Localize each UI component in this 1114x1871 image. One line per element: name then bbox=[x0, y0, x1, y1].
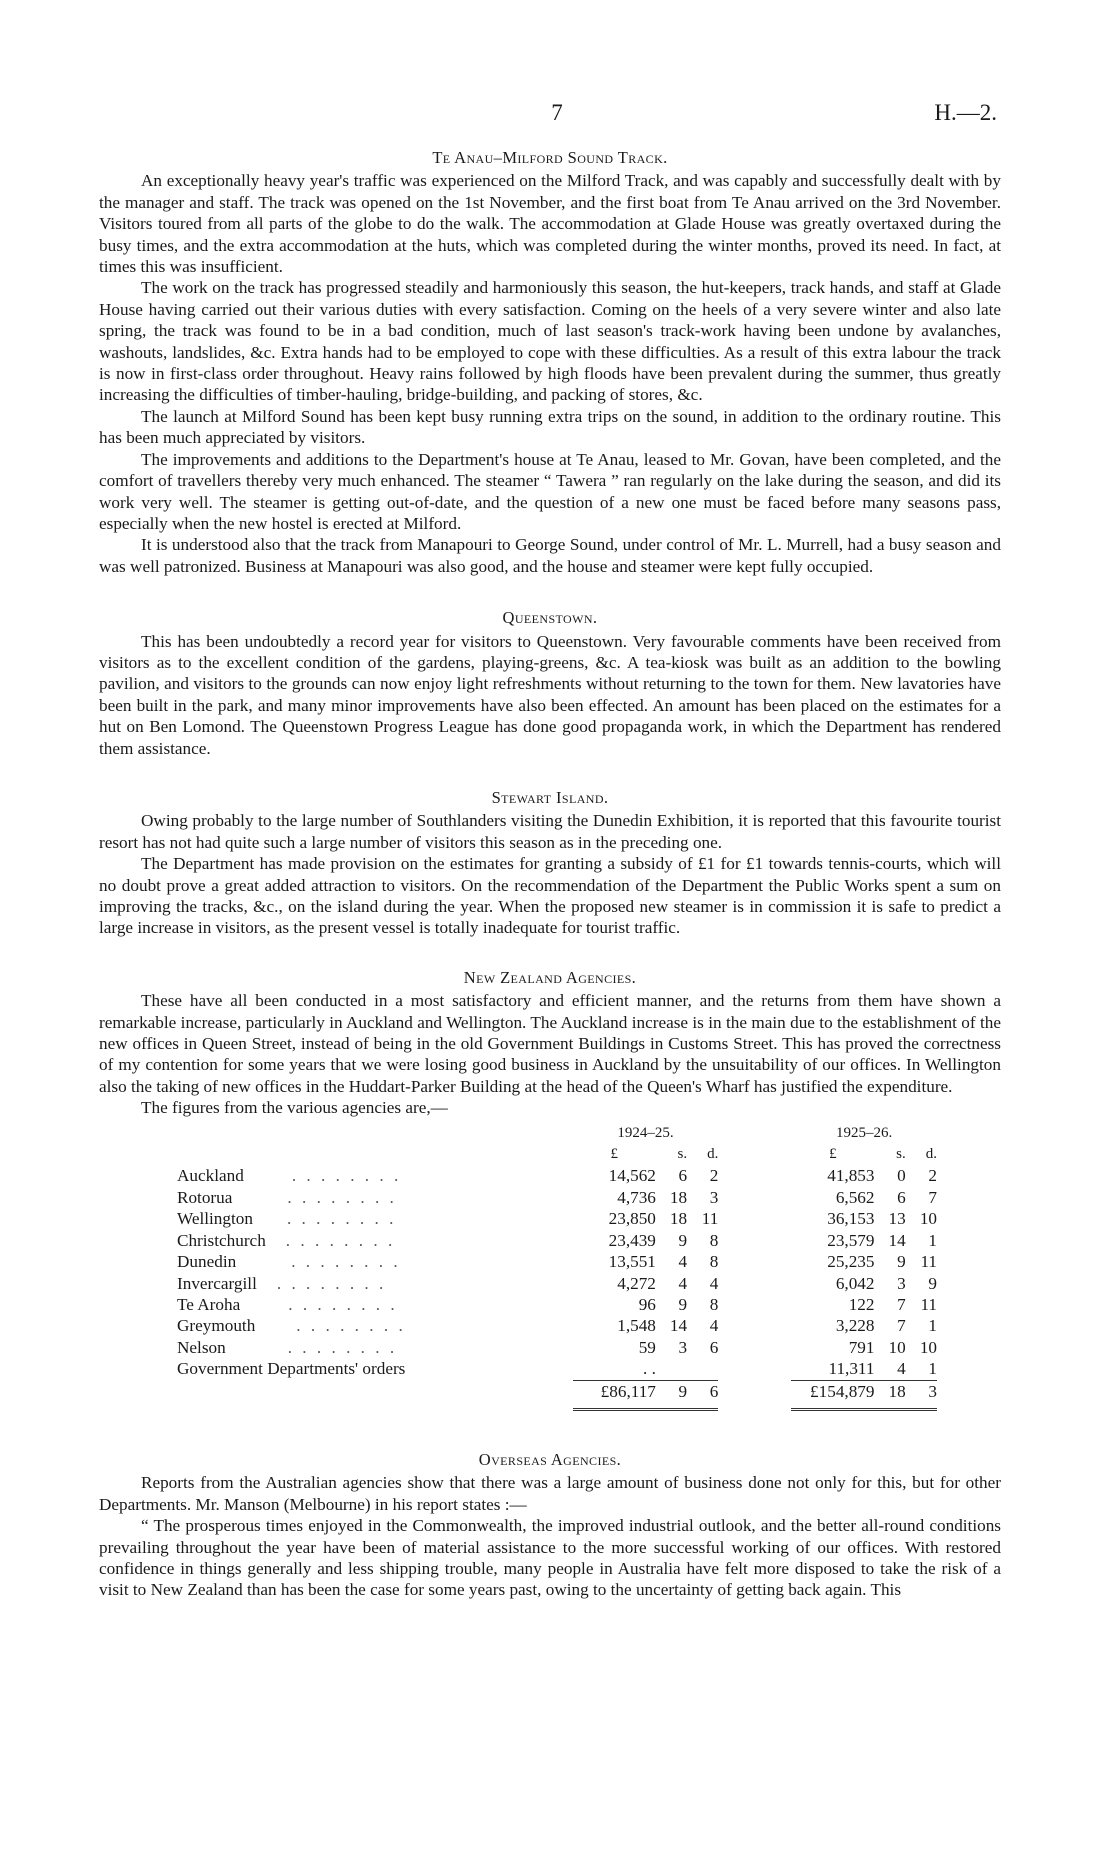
amount-1925-pounds: 6,562 bbox=[835, 1187, 875, 1207]
agency-name: Government Departments' orders bbox=[177, 1359, 406, 1379]
total-1925-pounds: £154,879 bbox=[791, 1380, 874, 1402]
table-row bbox=[177, 1337, 937, 1358]
amount-1925-pounds: 23,579 bbox=[827, 1230, 875, 1250]
amount-1924-pounds: 23,439 bbox=[608, 1230, 656, 1250]
table-unit-header bbox=[177, 1144, 937, 1165]
amount-1924-pounds: 23,850 bbox=[608, 1209, 656, 1229]
year-header-1925: 1925–26. bbox=[835, 1124, 893, 1141]
table-total-row bbox=[177, 1380, 937, 1402]
amount-1924-shillings bbox=[656, 1358, 687, 1380]
amount-1925-pounds: 3,228 bbox=[835, 1316, 875, 1336]
section-heading-overseas-agencies: Overseas Agencies. bbox=[478, 1449, 622, 1469]
amount-1924-pounds: 1,548 bbox=[617, 1316, 656, 1336]
agency-name-cell bbox=[177, 1187, 573, 1208]
amount-1924-pounds: . . bbox=[643, 1359, 656, 1379]
amount-1924-pounds: 14,562 bbox=[608, 1166, 656, 1186]
agency-name-cell bbox=[177, 1251, 573, 1272]
paragraph: These have all been conducted in a most satisfactory and efficient manner, and the returns from them have shown a remarkable increase, particularly in Auckland and Wellington. The Auckland increase is in the main due to the establishment of the new offices in Queen Street, instead of being in the old Government Buildings in Customs Street. This has proved the correctness of my contention for some years that we were losing good business in Auckland by the unsuitability of our offices. In Wellington also the taking of new offices in the Huddart-Parker Building at the head of the Queen's Wharf has justified the expenditure. bbox=[99, 991, 1001, 1096]
amount-1924-pounds: 13,551 bbox=[608, 1252, 656, 1272]
amount-1925-shillings: 4 bbox=[897, 1359, 906, 1379]
amount-1925-pence: 7 bbox=[928, 1187, 937, 1207]
total-1924-shillings: 9 bbox=[656, 1380, 687, 1402]
amount-1925-pence: 2 bbox=[928, 1166, 937, 1186]
amount-1925-pence: 11 bbox=[920, 1252, 937, 1272]
agency-name: Auckland bbox=[177, 1166, 244, 1186]
table-row bbox=[177, 1358, 937, 1380]
amount-1925-pounds: 791 bbox=[848, 1337, 875, 1357]
total-1925-shillings: 18 bbox=[874, 1380, 905, 1402]
amount-1924-pence bbox=[687, 1358, 718, 1380]
report-reference: H.—2. bbox=[934, 100, 997, 125]
dot-leader: . . . . . . . . bbox=[276, 1273, 387, 1293]
amount-1924-shillings: 18 bbox=[669, 1209, 688, 1229]
amount-1924-pence: 2 bbox=[709, 1166, 719, 1186]
amount-1924-pence: 8 bbox=[709, 1230, 719, 1250]
section-heading-stewart-island: Stewart Island. bbox=[491, 787, 609, 807]
table-row bbox=[177, 1315, 937, 1336]
quoted-paragraph: “ The prosperous times enjoyed in the Commonwealth, the improved industrial outlook, and the better all-round conditions prevailing throughout the year have been of material assistance to the more successful working of our offices. With restored confidence in things generally and less shipping trouble, many people in Australia have felt more disposed to take the risk of a visit to New Zealand than has been the case for some years past, owing to the uncertainty of getting back again. This bbox=[99, 1516, 1001, 1600]
shilling-unit: s. bbox=[677, 1146, 688, 1163]
paragraph: The improvements and additions to the Department's house at Te Anau, leased to Mr. Govan, have been completed, and the comfort of travellers thereby very much enhanced. The steamer “ Tawera ” ran regularly on the lake during the season, and did its work very well. The steamer is getting out-of-date, and the question of a new one must be faced before many seasons pass, especially when the new hostel is erected at Milford. bbox=[99, 449, 1001, 533]
amount-1924-pounds: 4,736 bbox=[617, 1187, 656, 1207]
amount-1925-shillings: 14 bbox=[888, 1230, 906, 1250]
total-1924-pounds: £86,117 bbox=[573, 1380, 656, 1402]
section-heading-nz-agencies: New Zealand Agencies. bbox=[463, 967, 637, 987]
year-header-1924: 1924–25. bbox=[617, 1124, 674, 1141]
amount-1925-pence: 1 bbox=[928, 1316, 937, 1336]
dot-leader: . . . . . . . . bbox=[291, 1252, 401, 1272]
table-row bbox=[177, 1230, 937, 1251]
agency-name-cell bbox=[177, 1165, 573, 1186]
amount-1925-shillings: 7 bbox=[897, 1316, 906, 1336]
amount-1924-pence: 8 bbox=[709, 1294, 719, 1314]
amount-1925-pence: 11 bbox=[920, 1294, 937, 1314]
pence-unit: d. bbox=[707, 1146, 719, 1163]
agency-name: Te Aroha bbox=[177, 1294, 241, 1314]
amount-1924-pence: 3 bbox=[709, 1187, 719, 1207]
paragraph: An exceptionally heavy year's traffic was experienced on the Milford Track, and was capably and successfully dealt with by the manager and staff. The track was opened on the 1st November, and the first boat from Te Anau arrived on the 3rd November. Visitors toured from all parts of the globe to do the walk. The accommodation at Glade House was greatly overtaxed during the busy times, and the extra accommodation at the huts, which was completed during the winter months, proved its need. In fact, at times this was insufficient. bbox=[99, 171, 1001, 277]
total-1924-pence: 6 bbox=[687, 1380, 718, 1402]
paragraph: The launch at Milford Sound has been kept busy running extra trips on the sound, in addition to the ordinary routine. This has been much appreciated by visitors. bbox=[99, 406, 1001, 448]
amount-1925-pounds: 25,235 bbox=[827, 1252, 875, 1272]
amount-1924-pounds: 96 bbox=[638, 1294, 656, 1314]
column-gap bbox=[718, 1273, 791, 1294]
amount-1925-pence: 9 bbox=[928, 1273, 937, 1293]
amount-1925-shillings: 3 bbox=[897, 1273, 906, 1293]
page-number: 7 bbox=[551, 100, 563, 125]
amount-1924-pence: 4 bbox=[709, 1316, 719, 1336]
amount-1925-pounds: 122 bbox=[848, 1294, 875, 1314]
amount-1925-pounds: 41,853 bbox=[827, 1166, 875, 1186]
amount-1924-shillings: 9 bbox=[678, 1294, 688, 1314]
amount-1925-pounds: 36,153 bbox=[827, 1209, 875, 1229]
agency-name: Christchurch bbox=[177, 1230, 266, 1250]
column-gap bbox=[718, 1187, 791, 1208]
table-row bbox=[177, 1208, 937, 1229]
amount-1924-shillings: 18 bbox=[669, 1187, 688, 1207]
column-gap bbox=[718, 1337, 791, 1358]
amount-1925-shillings: 9 bbox=[897, 1252, 906, 1272]
dot-leader: . . . . . . . . bbox=[296, 1316, 406, 1336]
agency-name-cell bbox=[177, 1315, 573, 1336]
agency-name-cell bbox=[177, 1273, 573, 1294]
amount-1924-pence: 4 bbox=[709, 1273, 719, 1293]
table-double-rule bbox=[177, 1402, 937, 1410]
dot-leader: . . . . . . . . bbox=[285, 1230, 396, 1250]
agency-name-cell bbox=[177, 1337, 573, 1358]
agency-name-cell bbox=[177, 1230, 573, 1251]
agency-returns-table bbox=[177, 1123, 937, 1411]
table-row bbox=[177, 1251, 937, 1272]
agency-name: Rotorua bbox=[177, 1187, 233, 1207]
paragraph: Owing probably to the large number of Southlanders visiting the Dunedin Exhibition, it is reported that this favourite tourist resort has not had quite such a large number of visitors this season as in the preceding one. bbox=[99, 811, 1001, 852]
amount-1925-shillings: 6 bbox=[897, 1187, 906, 1207]
dot-leader: . . . . . . . . bbox=[288, 1294, 398, 1314]
amount-1925-shillings: 10 bbox=[888, 1337, 906, 1357]
page-body bbox=[99, 147, 1001, 1601]
amount-1925-pounds: 11,311 bbox=[828, 1359, 875, 1379]
pound-unit: £ bbox=[610, 1146, 618, 1163]
column-gap bbox=[718, 1165, 791, 1186]
amount-1924-pence: 8 bbox=[709, 1252, 719, 1272]
amount-1924-pence: 6 bbox=[709, 1337, 719, 1357]
amount-1924-pounds: 4,272 bbox=[617, 1273, 656, 1293]
pence-unit: d. bbox=[925, 1146, 937, 1163]
amount-1925-pence: 1 bbox=[928, 1230, 937, 1250]
amount-1924-shillings: 4 bbox=[678, 1273, 688, 1293]
column-gap bbox=[718, 1230, 791, 1251]
agency-name: Dunedin bbox=[177, 1252, 237, 1272]
amount-1924-shillings: 4 bbox=[678, 1252, 688, 1272]
amount-1925-pence: 10 bbox=[919, 1337, 937, 1357]
section-heading-milford: Te Anau–Milford Sound Track. bbox=[432, 148, 668, 167]
agency-name-cell bbox=[177, 1208, 573, 1229]
amount-1924-shillings: 14 bbox=[669, 1316, 688, 1336]
amount-1925-pounds: 6,042 bbox=[835, 1273, 875, 1293]
agency-name: Invercargill bbox=[177, 1273, 257, 1293]
dot-leader: . . . . . . . . bbox=[286, 1209, 397, 1229]
agency-name: Greymouth bbox=[177, 1316, 256, 1336]
amount-1925-shillings: 0 bbox=[897, 1166, 906, 1186]
shilling-unit: s. bbox=[896, 1146, 906, 1163]
table-row bbox=[177, 1187, 937, 1208]
column-gap bbox=[718, 1294, 791, 1315]
amount-1924-pence: 11 bbox=[701, 1209, 719, 1229]
table-row bbox=[177, 1273, 937, 1294]
column-gap bbox=[718, 1251, 791, 1272]
amount-1924-shillings: 3 bbox=[678, 1337, 688, 1357]
section-heading-queenstown: Queenstown. bbox=[502, 608, 598, 628]
table-year-header bbox=[177, 1123, 937, 1144]
column-gap bbox=[718, 1315, 791, 1336]
column-gap bbox=[718, 1358, 791, 1380]
amount-1925-shillings: 7 bbox=[897, 1294, 906, 1314]
column-gap bbox=[718, 1208, 791, 1229]
total-1925-pence: 3 bbox=[906, 1380, 937, 1402]
agency-name-cell bbox=[177, 1294, 573, 1315]
table-row bbox=[177, 1165, 937, 1186]
amount-1924-shillings: 6 bbox=[678, 1166, 688, 1186]
agency-name: Wellington bbox=[177, 1209, 253, 1229]
amount-1924-shillings: 9 bbox=[678, 1230, 688, 1250]
pound-unit: £ bbox=[829, 1146, 837, 1163]
dot-leader: . . . . . . . . bbox=[287, 1337, 398, 1357]
paragraph: The figures from the various agencies are,— bbox=[141, 1098, 448, 1118]
dot-leader: . . . . . . . . bbox=[287, 1187, 397, 1207]
paragraph: This has been undoubtedly a record year for visitors to Queenstown. Very favourable comments have been received from visitors as to the excellent condition of the gardens, playing-greens, &c. A tea-kiosk was built as an addition to the bowling pavilion, and visitors to the grounds can now enjoy light refreshments without returning to the town for them. New lavatories have been built in the park, and many minor improvements have also been effected. An amount has been placed on the estimates for a hut on Ben Lomond. The Queenstown Progress League has done good propaganda work, in which the Department has rendered them assistance. bbox=[99, 631, 1001, 758]
agency-name: Nelson bbox=[177, 1337, 226, 1357]
paragraph: It is understood also that the track from Manapouri to George Sound, under control of Mr. L. Murrell, had a busy season and was well patronized. Business at Manapouri was also good, and the house and steamer were kept fully occupied. bbox=[99, 535, 1001, 576]
paragraph: Reports from the Australian agencies show that there was a large amount of business done not only for this, but for other Departments. Mr. Manson (Melbourne) in his report states :— bbox=[99, 1473, 1001, 1514]
dot-leader: . . . . . . . . bbox=[291, 1166, 402, 1186]
amount-1925-pence: 1 bbox=[928, 1359, 937, 1379]
paragraph: The work on the track has progressed steadily and harmoniously this season, the hut-keepers, track hands, and staff at Glade House having carried out their various duties with every satisfaction. Coming on the heels of a very severe winter and also late spring, the track was found to be in a bad condition, much of last season's track-work having been undone by avalanches, washouts, landslides, &c. Extra hands had to be employed to cope with these difficulties. As a result of this extra labour the track is now in first-class order throughout. Heavy rains followed by high floods have been prevalent during the summer, thus greatly increasing the difficulties of timber-hauling, bridge-building, and packing of stores, &c. bbox=[99, 278, 1001, 405]
amount-1925-shillings: 13 bbox=[888, 1209, 906, 1229]
paragraph: The Department has made provision on the estimates for granting a subsidy of £1 for £1 towards tennis-courts, which will no doubt prove a great added attraction to visitors. On the recommendation of the Department the Public Works spent a sum on improving the tracks, &c., on the island during the year. When the proposed new steamer is in commission it is safe to predict a large increase in visitors, as the present vessel is totally inadequate for tourist traffic. bbox=[99, 854, 1001, 938]
amount-1924-pounds: 59 bbox=[638, 1337, 656, 1357]
agency-name-cell bbox=[177, 1358, 573, 1380]
table-row bbox=[177, 1294, 937, 1315]
amount-1925-pence: 10 bbox=[919, 1209, 937, 1229]
